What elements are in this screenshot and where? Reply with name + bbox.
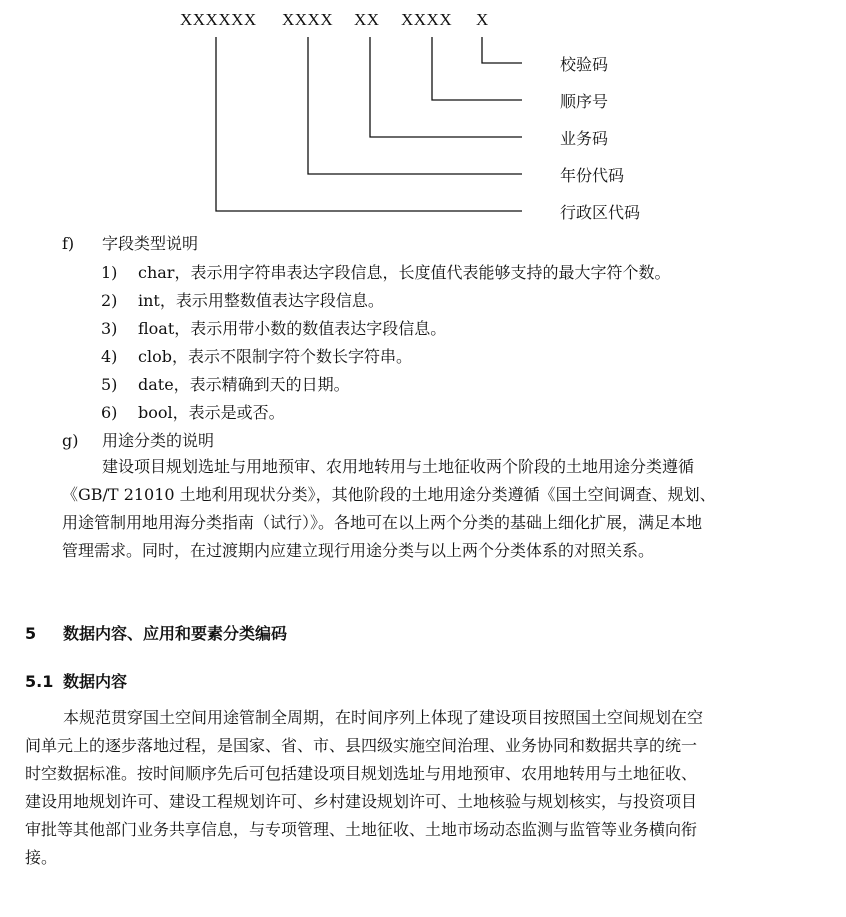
code-structure-diagram xyxy=(0,0,846,230)
list-item-text: date，表示精确到天的日期。 xyxy=(138,375,350,394)
list-item-text: float，表示用带小数的数值表达字段信息。 xyxy=(138,319,447,338)
section-5-number: 5 xyxy=(25,624,37,643)
section-g-paragraph xyxy=(62,453,716,565)
list-item-text: char，表示用字符串表达字段信息，长度值代表能够支持的最大字符个数。 xyxy=(138,263,671,282)
list-item xyxy=(101,288,384,311)
list-item-number: 2) xyxy=(101,291,118,310)
section-f-heading xyxy=(62,231,198,254)
list-item-text: clob，表示不限制字符个数长字符串。 xyxy=(138,347,412,366)
connector-sequence xyxy=(432,37,522,100)
label-business-code: 业务码 xyxy=(560,129,609,148)
section-5-1-title: 数据内容 xyxy=(63,672,128,691)
code-segment-check: X xyxy=(476,10,489,29)
section-5-1-number: 5.1 xyxy=(25,672,54,691)
paragraph-line: 建设项目规划选址与用地预审、农用地转用与土地征收两个阶段的土地用途分类遵循 xyxy=(102,457,695,476)
code-segment-admin: XXXXXX xyxy=(180,10,257,29)
section-g-marker: g) xyxy=(62,431,79,450)
list-item xyxy=(101,260,670,283)
paragraph-line: 接。 xyxy=(25,848,58,867)
code-segment-sequence: XXXX xyxy=(401,10,453,29)
list-item-number: 1) xyxy=(101,263,118,282)
list-item xyxy=(101,372,350,395)
section-g-title: 用途分类的说明 xyxy=(102,431,215,450)
section-f-marker: f) xyxy=(62,234,75,253)
list-item xyxy=(101,344,412,367)
section-5-1-heading xyxy=(25,669,127,692)
label-check-code: 校验码 xyxy=(560,55,609,74)
paragraph-line: 间单元上的逐步落地过程，是国家、省、市、县四级实施空间治理、业务协同和数据共享的统一 xyxy=(25,736,698,755)
code-segment-business: XX xyxy=(354,10,380,29)
label-sequence-number: 顺序号 xyxy=(560,92,609,111)
list-item-number: 6) xyxy=(101,403,118,422)
code-segment-year: XXXX xyxy=(282,10,334,29)
paragraph-line: 时空数据标准。按时间顺序先后可包括建设项目规划选址与用地预审、农用地转用与土地征收、 xyxy=(25,764,698,783)
list-item-number: 5) xyxy=(101,375,118,394)
section-5-1-paragraph xyxy=(25,704,703,872)
paragraph-line: 用途管制用地用海分类指南（试行）》。各地可在以上两个分类的基础上细化扩展，满足本地 xyxy=(62,513,703,532)
connector-check xyxy=(482,37,522,63)
list-item-number: 4) xyxy=(101,347,118,366)
section-5-heading xyxy=(25,621,287,644)
list-item xyxy=(101,316,446,339)
section-5-title: 数据内容、应用和要素分类编码 xyxy=(63,624,288,643)
list-item xyxy=(101,400,285,423)
connector-admin xyxy=(216,37,522,211)
section-f-title: 字段类型说明 xyxy=(102,234,199,253)
paragraph-line: 审批等其他部门业务共享信息，与专项管理、土地征收、土地市场动态监测与监管等业务横向衔 xyxy=(25,820,698,839)
section-g-heading xyxy=(62,428,214,451)
label-admin-code: 行政区代码 xyxy=(560,203,641,222)
paragraph-line: 本规范贯穿国土空间用途管制全周期，在时间序列上体现了建设项目按照国土空间规划在空 xyxy=(63,708,704,727)
paragraph-line: 建设用地规划许可、建设工程规划许可、乡村建设规划许可、土地核验与规划核实，与投资项目 xyxy=(25,792,698,811)
connector-business xyxy=(370,37,522,137)
paragraph-line: 《GB/T 21010 土地利用现状分类》，其他阶段的土地用途分类遵循《国土空间调查、规划、 xyxy=(62,485,716,504)
list-item-number: 3) xyxy=(101,319,118,338)
connector-year xyxy=(308,37,522,174)
label-year-code: 年份代码 xyxy=(560,166,625,185)
list-item-text: bool，表示是或否。 xyxy=(138,403,285,422)
paragraph-line: 管理需求。同时，在过渡期内应建立现行用途分类与以上两个分类体系的对照关系。 xyxy=(62,541,655,560)
list-item-text: int，表示用整数值表达字段信息。 xyxy=(138,291,384,310)
